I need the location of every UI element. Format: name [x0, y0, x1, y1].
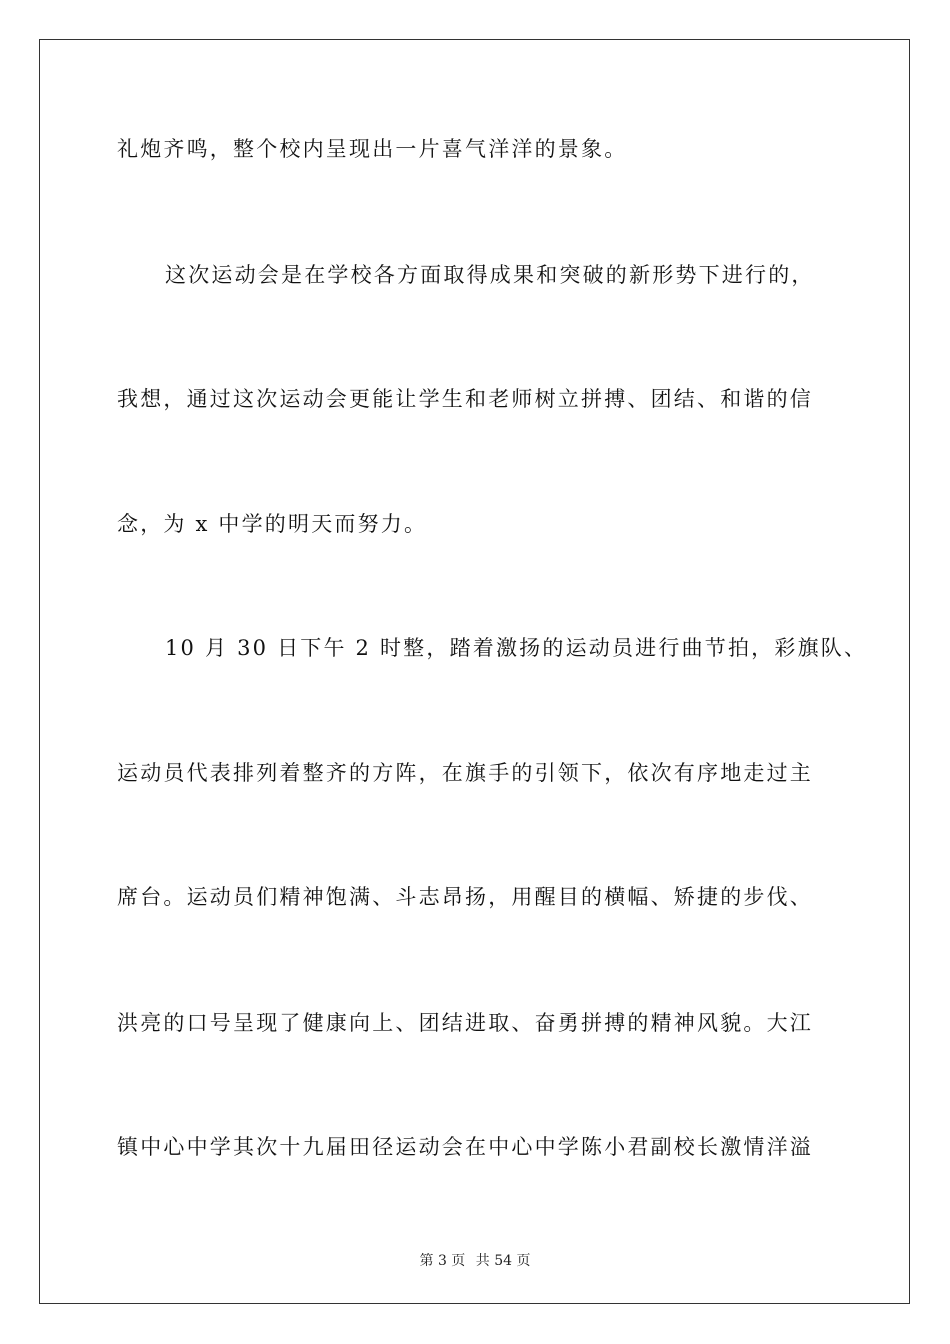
paragraph-line: 运动员代表排列着整齐的方阵，在旗手的引领下，依次有序地走过主: [117, 761, 813, 785]
page-footer: [0, 1250, 950, 1270]
paragraph-line: 念，为 x 中学的明天而努力。: [117, 512, 428, 536]
paragraph-line: 礼炮齐鸣，整个校内呈现出一片喜气洋洋的景象。: [117, 137, 628, 161]
page-total: 共 54 页: [475, 1253, 531, 1269]
paragraph-line: 这次运动会是在学校各方面取得成果和突破的新形势下进行的，: [165, 263, 815, 287]
paragraph-line: 席台。运动员们精神饱满、斗志昂扬，用醒目的横幅、矫捷的步伐、: [117, 885, 813, 909]
paragraph-line: 洪亮的口号呈现了健康向上、团结进取、奋勇拼搏的精神风貌。大江: [117, 1011, 813, 1035]
page-number: 第 3 页: [419, 1253, 466, 1269]
paragraph-line: 10 月 30 日下午 2 时整，踏着激扬的运动员进行曲节拍，彩旗队、: [165, 636, 868, 660]
page-border: [39, 39, 910, 1304]
paragraph-line: 镇中心中学其次十九届田径运动会在中心中学陈小君副校长激情洋溢: [117, 1135, 813, 1159]
paragraph-line: 我想，通过这次运动会更能让学生和老师树立拼搏、团结、和谐的信: [117, 387, 813, 411]
